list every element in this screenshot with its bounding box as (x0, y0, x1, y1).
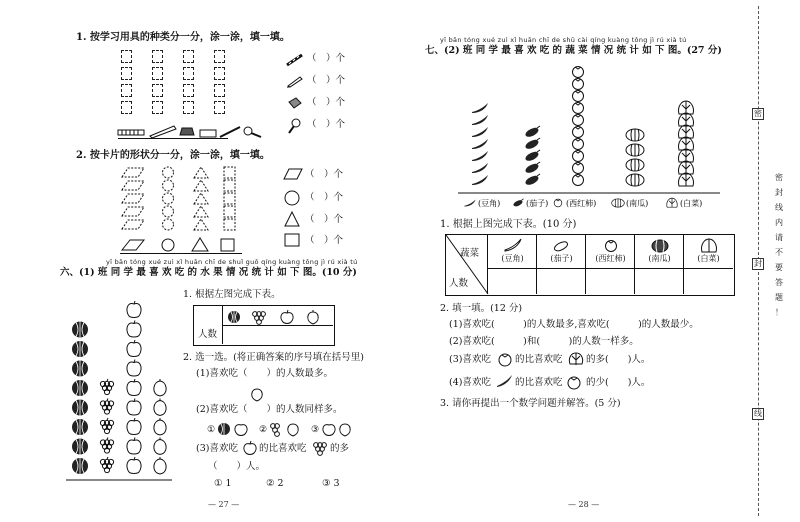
s2-q3-part-b: 的比喜欢吃 (259, 443, 307, 454)
veg-mark-豆角 (472, 103, 488, 113)
veg-mark-西红柿 (573, 67, 584, 78)
veg-mark-西红柿 (573, 163, 584, 174)
veg-mark-南瓜 (626, 174, 644, 186)
veg-table-answer-cell[interactable] (635, 270, 684, 292)
triangle-count[interactable]: （ ）个 (305, 214, 344, 225)
veg-label-1: (茄子) (526, 199, 549, 208)
q1-heading-right: 1. 根据上图完成下表。(10 分) (440, 219, 577, 230)
square-cell (224, 219, 235, 230)
grape-icon (312, 440, 328, 456)
fruit-table-header-icons (227, 309, 331, 325)
veg-mark-西红柿 (573, 115, 584, 126)
sec7-title: 七、(2) 班 同 学 最 喜 欢 吃 的 蔬 菜 情 况 统 计 如 下 图。(27 分) (425, 45, 722, 56)
page-number-right: — 28 — (568, 500, 600, 509)
veg-mark-豆角 (472, 139, 488, 149)
fill-4-part-a: (4)喜欢吃 (449, 377, 491, 388)
color-cell[interactable] (121, 84, 132, 97)
seal-note: 密 封 线 内 请 不 要 答 题 ！ (775, 173, 783, 317)
fruit-mark-西瓜 (72, 458, 88, 474)
color-cell[interactable] (152, 67, 163, 80)
veg-mark-豆角 (472, 127, 488, 137)
veg-table-col-0 (488, 235, 537, 294)
veg-mark-茄子 (526, 138, 540, 149)
apple-icon (281, 310, 293, 324)
veg-mark-茄子 (526, 126, 540, 137)
square-cell (224, 206, 235, 217)
fill-4-part-b: 的比喜欢吃 (515, 377, 563, 388)
triangle-cell (194, 219, 208, 230)
fill-2: (2)喜欢吃( )和( )的人数一样多。 (449, 336, 639, 347)
tomato-icon (497, 351, 513, 367)
veg-mark-西红柿 (573, 151, 584, 162)
color-cell[interactable] (214, 84, 225, 97)
fruit-mark-苹果 (127, 438, 141, 455)
fruit-mark-苹果 (127, 340, 141, 357)
fruit-mark-桃子 (154, 418, 166, 435)
veg-label-icon-3 (612, 199, 625, 207)
option-3[interactable]: ③ 3 (322, 478, 340, 489)
veg-mark-豆角 (472, 175, 488, 185)
square-cell (224, 180, 235, 191)
seal-label-3: 线 (754, 409, 762, 418)
s2-q1-options (249, 386, 365, 402)
veg-mark-豆角 (472, 115, 488, 125)
pencil-count[interactable]: （ ）个 (307, 75, 346, 86)
veg-table-label: (茄子) (550, 254, 573, 263)
s2-q2-text: (2)喜欢吃（ ）的人数同样多。 (196, 404, 343, 415)
veg-mark-西红柿 (573, 79, 584, 90)
color-cell[interactable] (183, 50, 194, 63)
veg-mark-西红柿 (573, 127, 584, 138)
fruit-table-row-label: 人数 (198, 329, 218, 340)
circle-cell (163, 219, 174, 230)
header-num: 人数 (449, 278, 469, 289)
s2-q3-part-d: （ ）人。 (208, 461, 266, 472)
fill-4-part-c: 的少( )人。 (586, 377, 651, 388)
veg-mark-白菜 (679, 113, 694, 126)
tomato-icon (566, 374, 582, 390)
fruit-mark-葡萄 (100, 438, 113, 454)
veg-table-col-1 (537, 235, 586, 294)
fruit-mark-苹果 (127, 321, 141, 338)
fruit-mark-葡萄 (100, 457, 113, 473)
veg-mark-西红柿 (573, 139, 584, 150)
circle-icon (284, 190, 300, 206)
square-count[interactable]: （ ）个 (305, 235, 344, 246)
veg-mark-南瓜 (626, 129, 644, 141)
veg-mark-白菜 (679, 173, 694, 186)
circle-cell (163, 167, 174, 178)
veg-table-col-2 (586, 235, 635, 294)
peach-icon (308, 310, 318, 324)
veg-table-label: (豆角) (501, 254, 524, 263)
s2-q3-part-c: 的多 (330, 443, 350, 454)
grape-icon (253, 312, 266, 325)
square-icon (284, 233, 300, 247)
parallelogram-cell (122, 168, 144, 177)
veg-label-4: (白菜) (680, 199, 703, 208)
sec7-pinyin: yī bān tóng xué zuì xǐ huān chī de shū cài qíng kuàng tǒng jì rú xià tú (440, 36, 687, 44)
triangle-cell (194, 167, 208, 178)
veg-mark-豆角 (472, 163, 488, 173)
veg-mark-西红柿 (573, 175, 584, 186)
sec6-title: 六、(1) 班 同 学 最 喜 欢 吃 的 水 果 情 况 统 计 如 下 图。(10 分) (60, 267, 357, 278)
q3-heading-right: 3. 请你再提出一个数学问题并解答。(5 分) (440, 398, 621, 409)
veg-table-label: (西红柿) (595, 254, 626, 263)
fruit-mark-西瓜 (72, 439, 88, 455)
parallelogram-cell (122, 207, 144, 216)
veg-table-icon (552, 238, 572, 253)
veg-mark-白菜 (679, 125, 694, 138)
parallelogram-cell (122, 194, 144, 203)
veg-label-icon-2 (554, 199, 562, 207)
sec6-pinyin: yī bān tóng xué zuì xǐ huān chī de shuǐ guǒ qíng kuàng tǒng jì rú xià tú (106, 258, 358, 266)
color-cell[interactable] (121, 101, 132, 114)
fruit-mark-葡萄 (100, 418, 113, 434)
veg-label-2: (西红柿) (566, 199, 597, 208)
veg-table-answer-cell[interactable] (684, 270, 733, 292)
sharpener-count[interactable]: （ ）个 (307, 119, 346, 130)
fruit-mark-桃子 (154, 457, 166, 474)
watermelon-icon (228, 311, 240, 323)
color-cell[interactable] (152, 84, 163, 97)
parallelogram-count[interactable]: （ ）个 (305, 169, 344, 180)
square-cell (224, 193, 235, 204)
eraser-icon (286, 96, 304, 110)
veg-mark-白菜 (679, 101, 694, 114)
veg-label-icon-0 (464, 200, 475, 207)
triangle-cell (194, 193, 208, 204)
veg-table-icon (699, 238, 719, 253)
veg-mark-白菜 (679, 137, 694, 150)
veg-table-answer-cell[interactable] (537, 270, 586, 292)
color-cell[interactable] (152, 50, 163, 63)
s2-q2-options (207, 421, 357, 437)
stationery-items-row (116, 124, 266, 138)
color-cell[interactable] (152, 101, 163, 114)
veg-table-icon (650, 238, 670, 253)
triangle-cell (194, 206, 208, 217)
fill-1: (1)喜欢吃( )的人数最多,喜欢吃( )的人数最少。 (449, 319, 699, 330)
fruit-mark-苹果 (127, 360, 141, 377)
veg-table-label: (白菜) (697, 254, 720, 263)
fruit-mark-葡萄 (100, 379, 113, 395)
veg-mark-茄子 (526, 174, 540, 185)
veg-label-0: (豆角) (478, 199, 501, 208)
color-cell[interactable] (183, 67, 194, 80)
veg-mark-南瓜 (626, 159, 644, 171)
fruit-mark-西瓜 (72, 400, 88, 416)
svg-text:③: ③ (311, 425, 320, 435)
q2-heading: 2. 按卡片的形状分一分，涂一涂，填一填。 (76, 150, 270, 161)
veg-table-answer-cell[interactable] (488, 270, 537, 292)
option-1-icon (252, 389, 262, 401)
pencil-icon (286, 74, 304, 88)
s2-q3-part-a: (3)喜欢吃 (196, 443, 238, 454)
fill-3-part-b: 的比喜欢吃 (515, 354, 563, 365)
apple-icon (242, 440, 258, 456)
veg-mark-西红柿 (573, 103, 584, 114)
sub2-heading: 2. 选一选。(将正确答案的序号填在括号里) (183, 352, 364, 363)
circle-cell (163, 206, 174, 217)
bean-icon (496, 374, 514, 388)
fruit-table (193, 305, 335, 346)
circle-cell (163, 193, 174, 204)
seal-label-2: 封 (754, 259, 762, 268)
fruit-mark-苹果 (127, 457, 141, 474)
veg-table-col-3 (635, 235, 684, 294)
circle-cell (163, 180, 174, 191)
parallelogram-cell (122, 220, 144, 229)
option-2[interactable]: ② 2 (266, 478, 284, 489)
fill-3-part-a: (3)喜欢吃 (449, 354, 491, 365)
veg-mark-豆角 (472, 151, 488, 161)
header-veg: 蔬菜 (460, 248, 480, 259)
page-number-left: — 27 — (208, 500, 240, 509)
vegetable-table (445, 234, 735, 296)
color-cell[interactable] (121, 67, 132, 80)
fruit-pictograph (72, 288, 177, 488)
option-1[interactable]: ① 1 (214, 478, 232, 489)
fruit-mark-苹果 (127, 418, 141, 435)
color-cell[interactable] (121, 50, 132, 63)
circle-count[interactable]: （ ）个 (305, 192, 344, 203)
veg-mark-西红柿 (573, 91, 584, 102)
fruit-mark-葡萄 (100, 399, 113, 415)
eraser-count[interactable]: （ ）个 (307, 97, 346, 108)
veg-label-3: (南瓜) (626, 199, 649, 208)
ruler-count[interactable]: （ ）个 (307, 53, 346, 64)
svg-text:②: ② (259, 425, 268, 435)
veg-table-icon (503, 238, 523, 253)
color-cell[interactable] (214, 67, 225, 80)
fruit-mark-桃子 (154, 379, 166, 396)
parallelogram-icon (283, 168, 303, 180)
veg-table-icon (601, 238, 621, 253)
veg-table-label: (南瓜) (648, 254, 671, 263)
fruit-mark-西瓜 (72, 419, 88, 435)
svg-text:①: ① (207, 425, 216, 435)
fruit-mark-苹果 (127, 379, 141, 396)
veg-label-icon-1 (513, 199, 523, 207)
shape-cards-row (118, 234, 238, 254)
shape-coloring-grid[interactable] (118, 166, 248, 236)
q1-heading: 1. 按学习用具的种类分一分，涂一涂，填一填。 (76, 32, 290, 43)
veg-table-col-4 (684, 235, 733, 294)
fruit-mark-桃子 (154, 399, 166, 416)
fruit-mark-西瓜 (72, 341, 88, 357)
fruit-mark-苹果 (127, 399, 141, 416)
color-cell[interactable] (214, 50, 225, 63)
veg-table-answer-cell[interactable] (586, 270, 635, 292)
color-cell[interactable] (214, 101, 225, 114)
seal-label-1: 密 (754, 109, 762, 118)
veg-mark-茄子 (526, 162, 540, 173)
vegetable-pictograph (458, 58, 728, 218)
ruler-icon (286, 53, 304, 67)
fruit-mark-西瓜 (72, 361, 88, 377)
color-cell[interactable] (183, 84, 194, 97)
veg-label-icon-4 (667, 198, 677, 207)
fruit-mark-西瓜 (72, 322, 88, 338)
fruit-mark-西瓜 (72, 380, 88, 396)
s2-q1-text: (1)喜欢吃（ ）的人数最多。 (196, 368, 333, 379)
veg-mark-茄子 (526, 150, 540, 161)
color-cell[interactable] (183, 101, 194, 114)
cabbage-icon (567, 350, 585, 368)
veg-mark-白菜 (679, 149, 694, 162)
triangle-cell (194, 180, 208, 191)
fill-3-part-c: 的多( )人。 (586, 354, 651, 365)
fruit-mark-桃子 (154, 438, 166, 455)
sharpener-icon (286, 118, 304, 134)
q2-heading-right: 2. 填一填。(12 分) (440, 303, 523, 314)
sub1-heading: 1. 根据左图完成下表。 (183, 289, 281, 300)
triangle-icon (284, 211, 300, 227)
parallelogram-cell (122, 181, 144, 190)
veg-mark-南瓜 (626, 144, 644, 156)
square-cell (224, 167, 235, 178)
veg-mark-白菜 (679, 161, 694, 174)
fruit-mark-苹果 (127, 301, 141, 318)
